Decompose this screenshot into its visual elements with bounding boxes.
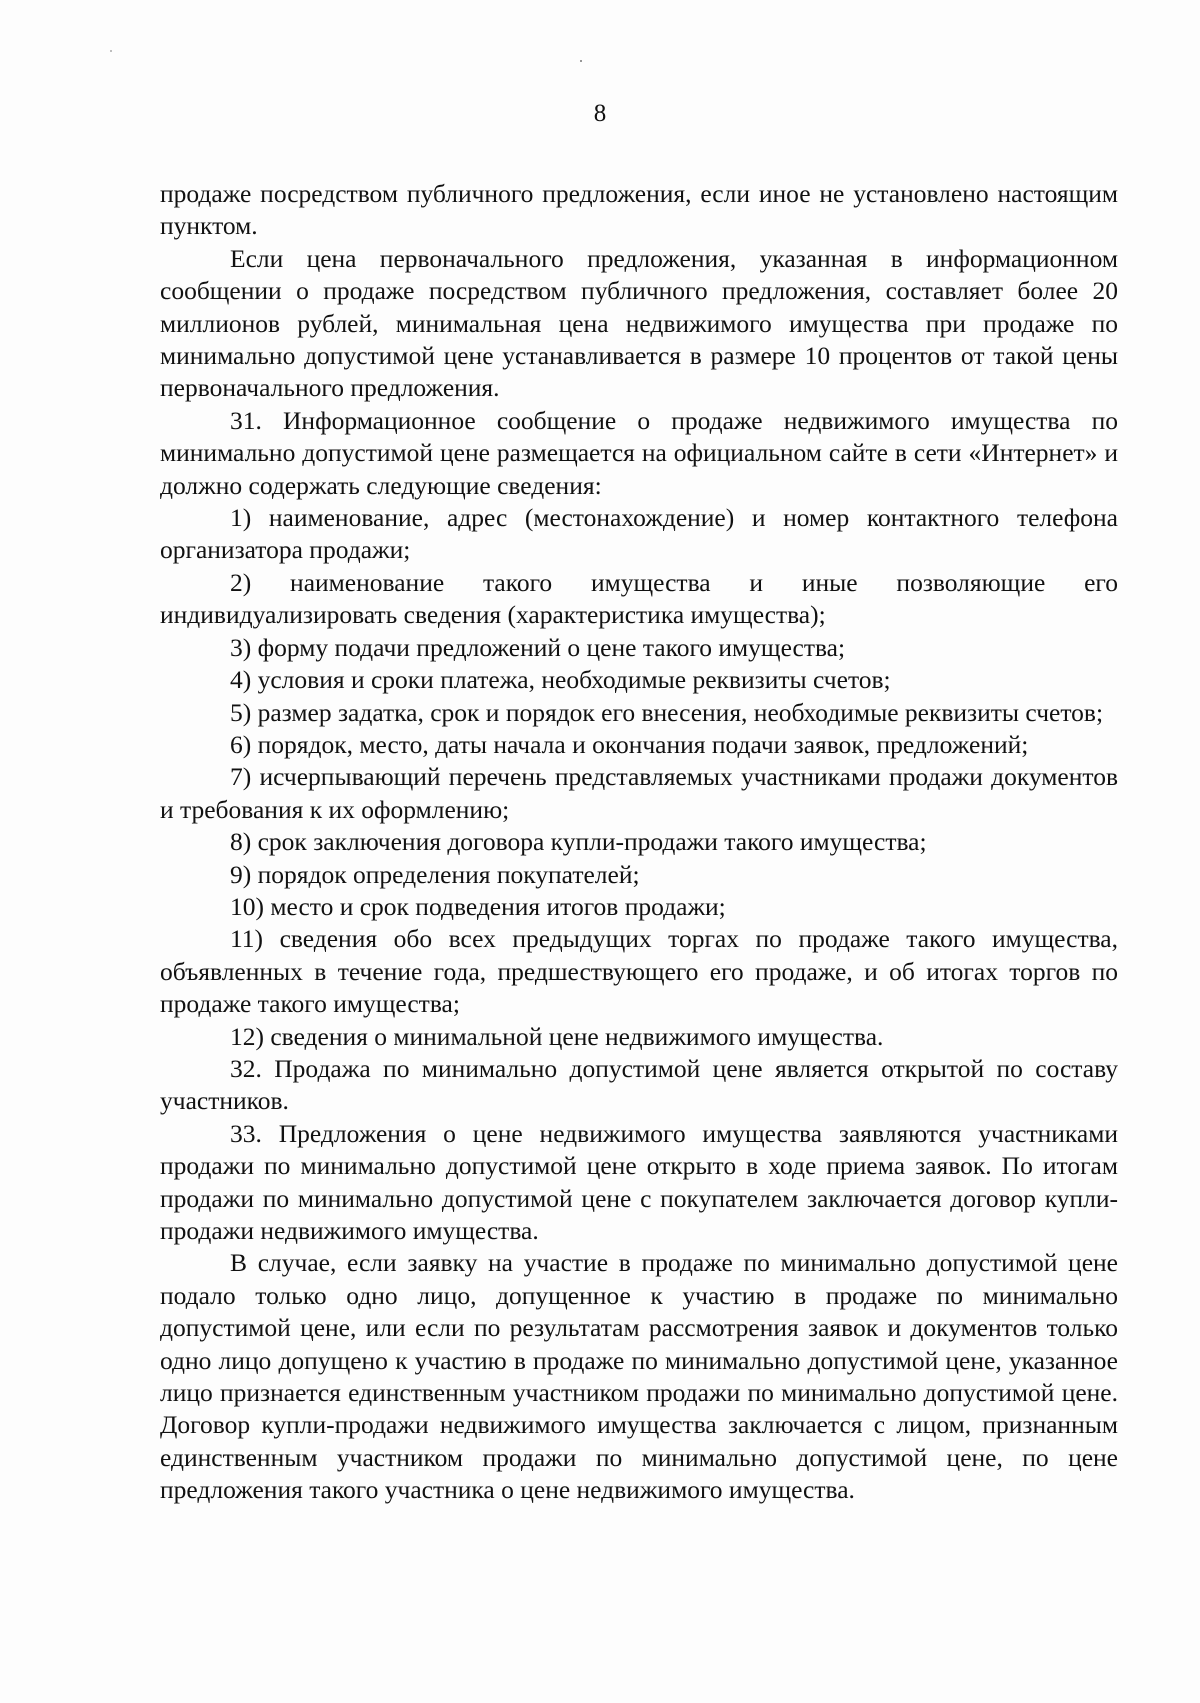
paragraph-clause-31: 31. Информационное сообщение о продаже недвижимого имущества по минимально допустимой цене размещается на официальном сайте в сети «Интернет» и должно содержать следующие сведения: xyxy=(160,405,1118,500)
paragraph: В случае, если заявку на участие в продаже по минимально допустимой цене подало только одно лицо, допущенное к участию в продаже по минимально допустимой цене, или если по результатам рассмотрения заявок и документов только одно лицо допущено к участию в продаже по минимально допустимой цене, указанное лицо признается единственным участником продажи по минимально допустимой цене. Договор купли-продажи недвижимого имущества заключается с лицом, признанным единственным участником продажи по минимально допустимой цене, по цене предложения такого участника о цене недвижимого имущества. xyxy=(160,1248,1118,1505)
list-item: 2) наименование такого имущества и иные позволяющие его индивидуализировать сведения (характеристика имущества); xyxy=(160,567,1118,630)
paragraph: Если цена первоначального предложения, указанная в информационном сообщении о продаже посредством публичного предложения, составляет более 20 миллионов рублей, минимальная цена недвижимого имущества при продаже по минимально допустимой цене устанавливается в размере 10 процентов от такой цены первоначального предложения. xyxy=(160,243,1118,403)
list-item: 6) порядок, место, даты начала и окончания подачи заявок, предложений; xyxy=(230,729,1029,759)
list-item: 7) исчерпывающий перечень представляемых участниками продажи документов и требования к их оформлению; xyxy=(160,762,1118,824)
paragraph-continuation: продаже посредством публичного предложения, если иное не установлено настоящим пунктом. xyxy=(160,179,1118,241)
list-item: 4) условия и сроки платежа, необходимые реквизиты счетов; xyxy=(230,665,891,695)
list-item: 10) место и срок подведения итогов продажи; xyxy=(230,891,726,921)
list-item: 11) сведения обо всех предыдущих торгах по продаже такого имущества, объявленных в течение года, предшествующего его продаже, и об итогах торгов по продаже такого имущества; xyxy=(160,924,1118,1019)
scan-speck xyxy=(580,60,582,62)
document-body xyxy=(160,178,1118,1507)
list-item: 3) форму подачи предложений о цене такого имущества; xyxy=(230,632,846,662)
list-item: 1) наименование, адрес (местонахождение) и номер контактного телефона организатора продажи; xyxy=(160,503,1118,565)
list-item: 9) порядок определения покупателей; xyxy=(230,859,640,889)
list-item: 12) сведения о минимальной цене недвижимого имущества. xyxy=(230,1021,884,1051)
paragraph-clause-32: 32. Продажа по минимально допустимой цене является открытой по составу участников. xyxy=(160,1053,1118,1116)
scan-speck xyxy=(110,50,112,52)
list-item: 5) размер задатка, срок и порядок его внесения, необходимые реквизиты счетов; xyxy=(230,697,1104,727)
list-item: 8) срок заключения договора купли-продажи такого имущества; xyxy=(230,827,927,857)
page-number: 8 xyxy=(593,100,607,127)
paragraph-clause-33: 33. Предложения о цене недвижимого имущества заявляются участниками продажи по минимально допустимой цене открыто в ходе приема заявок. По итогам продажи по минимально допустимой цене с покупателем заключается договор купли-продажи недвижимого имущества. xyxy=(160,1118,1118,1245)
